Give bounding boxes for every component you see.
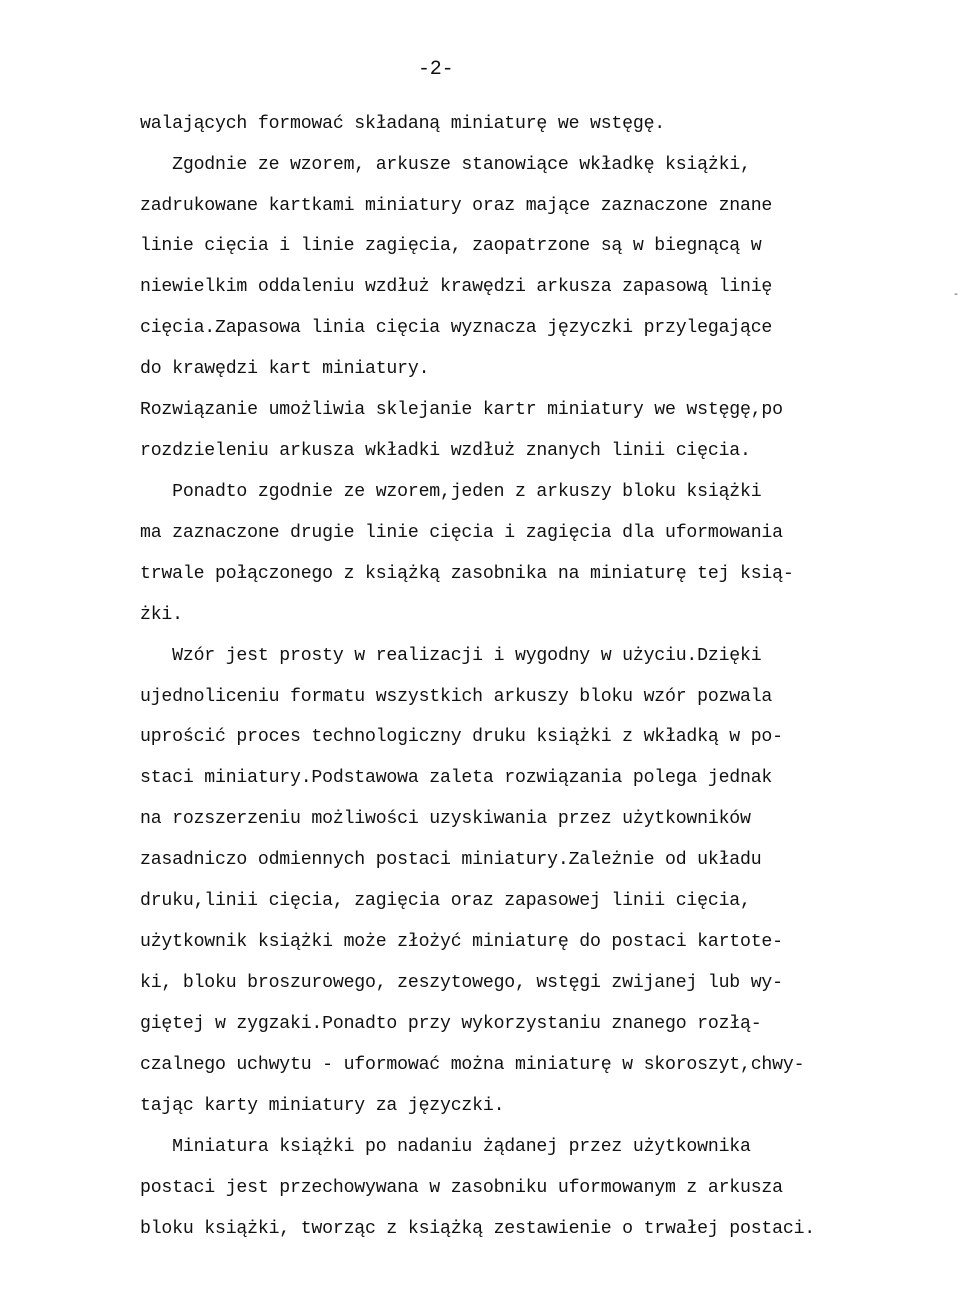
text-line: Ponadto zgodnie ze wzorem,jeden z arkuszy bloku książki (140, 482, 762, 502)
text-line: tając karty miniatury za języczki. (140, 1096, 505, 1116)
text-line: linie cięcia i linie zagięcia, zaopatrzone są w biegnącą w (140, 236, 762, 256)
text-line: Miniatura książki po nadaniu żądanej przez użytkownika (140, 1137, 751, 1157)
text-line: ki, bloku broszurowego, zeszytowego, wstęgi zwijanej lub wy- (140, 973, 783, 993)
text-line: czalnego uchwytu - uformować można miniaturę w skoroszyt,chwy- (140, 1055, 805, 1075)
text-line: cięcia.Zapasowa linia cięcia wyznacza języczki przylegające (140, 318, 773, 338)
text-line: na rozszerzeniu możliwości uzyskiwania przez użytkowników (140, 809, 751, 829)
text-line: ma zaznaczone drugie linie cięcia i zagięcia dla uformowania (140, 523, 783, 543)
text-line: bloku książki, tworząc z książką zestawienie o trwałej postaci. (140, 1219, 815, 1239)
text-line: Zgodnie ze wzorem, arkusze stanowiące wkładkę książki, (140, 155, 751, 175)
text-line: zasadniczo odmiennych postaci miniatury.Zależnie od układu (140, 850, 762, 870)
text-line: użytkownik książki może złożyć miniaturę do postaci kartote- (140, 932, 783, 952)
text-line: rozdzieleniu arkusza wkładki wzdłuż znanych linii cięcia. (140, 441, 751, 461)
margin-mark: - (953, 290, 959, 301)
text-line: żki. (140, 605, 183, 625)
text-line: trwale połączonego z książką zasobnika na miniaturę tej ksią- (140, 564, 794, 584)
text-line: zadrukowane kartkami miniatury oraz mające zaznaczone znane (140, 196, 773, 216)
text-line: walających formować składaną miniaturę we wstęgę. (140, 114, 665, 134)
page-number: -2- (418, 58, 454, 81)
text-line: Wzór jest prosty w realizacji i wygodny w użyciu.Dzięki (140, 646, 762, 666)
text-line: Rozwiązanie umożliwia sklejanie kartr miniatury we wstęgę,po (140, 400, 783, 420)
text-line: uprościć proces technologiczny druku książki z wkładką w po- (140, 727, 783, 747)
text-line: druku,linii cięcia, zagięcia oraz zapasowej linii cięcia, (140, 891, 751, 911)
text-line: staci miniatury.Podstawowa zaleta rozwiązania polega jednak (140, 768, 773, 788)
text-line: postaci jest przechowywana w zasobniku uformowanym z arkusza (140, 1178, 783, 1198)
text-line: niewielkim oddaleniu wzdłuż krawędzi arkusza zapasową linię (140, 277, 773, 297)
text-line: do krawędzi kart miniatury. (140, 359, 430, 379)
text-line: ujednoliceniu formatu wszystkich arkuszy bloku wzór pozwala (140, 687, 773, 707)
text-line: giętej w zygzaki.Ponadto przy wykorzystaniu znanego rozłą- (140, 1014, 762, 1034)
